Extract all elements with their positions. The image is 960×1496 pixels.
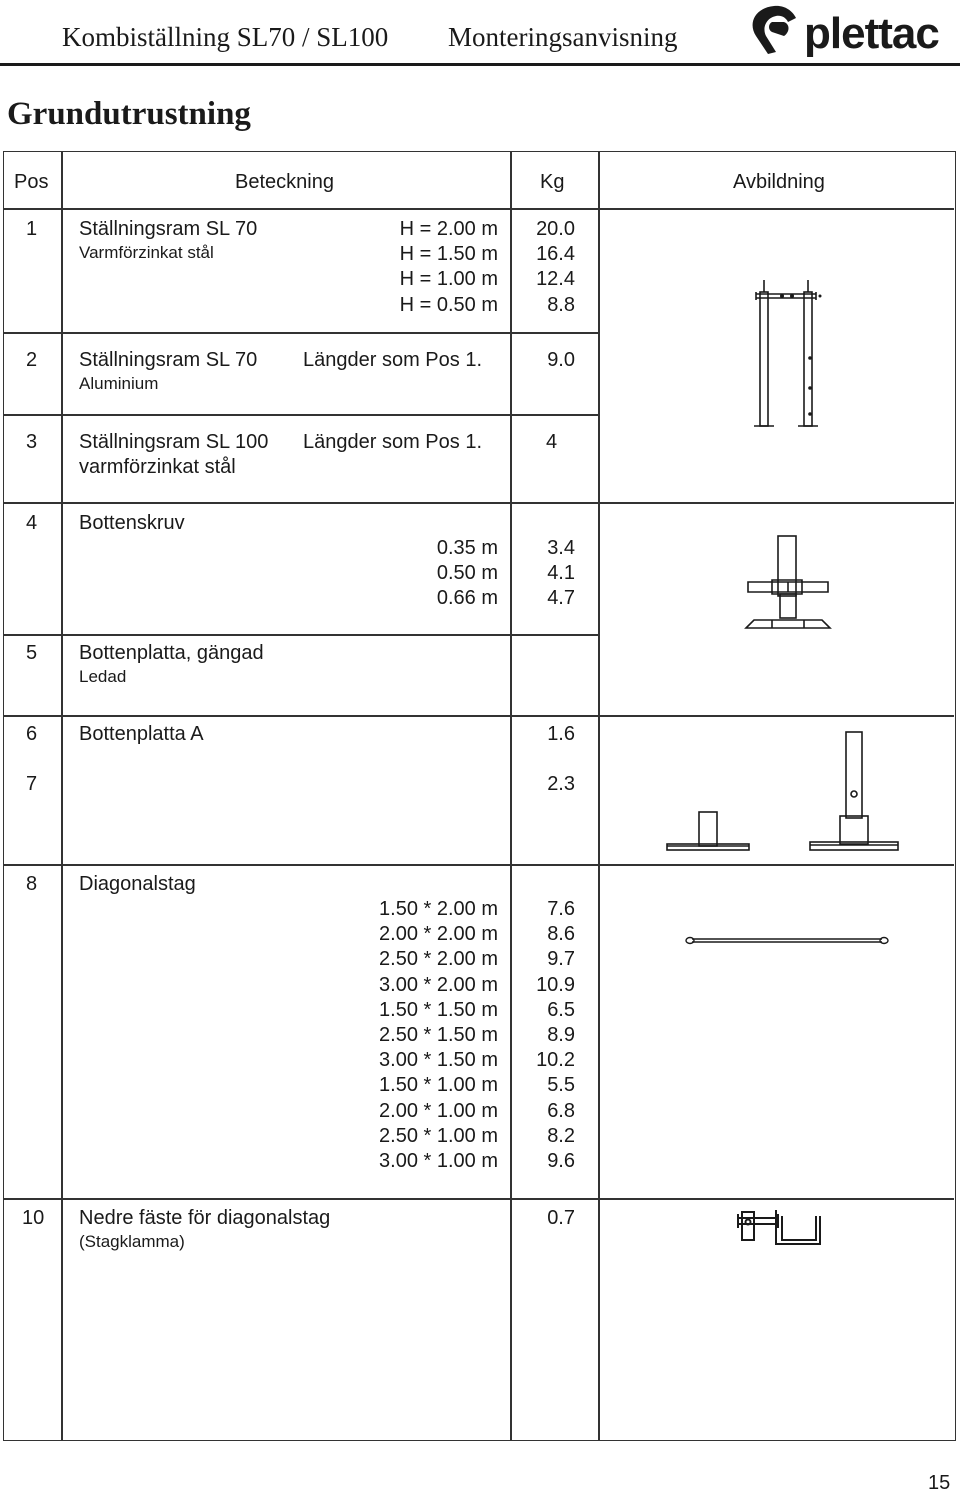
col-header-beteckning: Beteckning bbox=[235, 171, 334, 193]
row-divider-1 bbox=[4, 332, 600, 334]
row-8-kg-value: 8.6 bbox=[547, 923, 575, 946]
row-4-kg-value: 4.1 bbox=[547, 562, 575, 585]
row-4-pos: 4 bbox=[26, 512, 38, 534]
row-1-size: H = 2.00 m bbox=[399, 218, 498, 240]
row-4-name: Bottenskruv bbox=[79, 512, 185, 534]
row-divider-2 bbox=[4, 414, 600, 416]
page-heading: Grundutrustning bbox=[7, 96, 251, 132]
document-subtitle: Monteringsanvisning bbox=[448, 22, 678, 52]
row-3-note: varmförzinkat stål bbox=[79, 456, 236, 478]
row-3-kg: 4 bbox=[546, 431, 558, 453]
scaffold-frame-drawing bbox=[752, 280, 828, 430]
diagonal-brace-drawing bbox=[684, 932, 890, 948]
col-header-pos: Pos bbox=[14, 171, 49, 193]
row-8-size: 3.00 * 2.00 m bbox=[379, 973, 498, 996]
row-8-size: 1.50 * 1.00 m bbox=[379, 1074, 498, 1097]
col-header-kg: Kg bbox=[540, 171, 565, 193]
row-8-kg-value: 10.9 bbox=[536, 973, 575, 996]
row-2-note: Aluminium bbox=[79, 374, 159, 393]
row-8-size: 2.50 * 1.00 m bbox=[379, 1124, 498, 1147]
row-8-pos: 8 bbox=[26, 873, 38, 895]
base-jack-drawing bbox=[742, 534, 834, 634]
brace-clamp-drawing bbox=[736, 1206, 828, 1250]
row-8-size: 2.50 * 2.00 m bbox=[379, 948, 498, 971]
row-4-size: 0.66 m bbox=[436, 587, 498, 610]
row-4-kg bbox=[520, 536, 575, 612]
base-plate-tube-drawing bbox=[808, 728, 900, 854]
row-2-name: Ställningsram SL 70 bbox=[79, 349, 258, 371]
row-10-kg: 0.7 bbox=[547, 1207, 575, 1229]
row-8-kg-value: 9.7 bbox=[547, 948, 575, 971]
row-1-name: Ställningsram SL 70 bbox=[79, 218, 258, 240]
col-divider-pos bbox=[61, 152, 63, 1440]
row-8-kg-value: 6.5 bbox=[547, 998, 575, 1021]
row-10-name: Nedre fäste för diagonalstag bbox=[79, 1207, 331, 1229]
row-2-kg: 9.0 bbox=[547, 349, 575, 371]
document-title: Kombiställning SL70 / SL100 bbox=[62, 22, 389, 52]
row-6-kg: 1.6 bbox=[547, 723, 575, 745]
row-8-kg bbox=[510, 897, 575, 1174]
row-4-kg-value: 4.7 bbox=[547, 587, 575, 610]
row-8-kg-value: 8.2 bbox=[547, 1124, 575, 1147]
row-divider-3 bbox=[4, 502, 954, 504]
row-8-kg-value: 6.8 bbox=[547, 1099, 575, 1122]
row-3-pos: 3 bbox=[26, 431, 38, 453]
row-8-size: 3.00 * 1.50 m bbox=[379, 1049, 498, 1072]
row-8-kg-value: 5.5 bbox=[547, 1074, 575, 1097]
row-8-size: 2.50 * 1.50 m bbox=[379, 1023, 498, 1046]
row-1-kg bbox=[520, 217, 575, 318]
row-divider-8 bbox=[4, 1198, 954, 1200]
base-plate-a-small-drawing bbox=[665, 808, 753, 854]
row-8-kg-value: 7.6 bbox=[547, 898, 575, 920]
row-1-note: Varmförzinkat stål bbox=[79, 243, 214, 262]
row-4-kg-value: 3.4 bbox=[547, 537, 575, 559]
row-8-size: 2.00 * 1.00 m bbox=[379, 1099, 498, 1122]
row-1-pos: 1 bbox=[26, 218, 38, 240]
row-1-kg-value: 12.4 bbox=[536, 268, 575, 291]
col-header-avbildning: Avbildning bbox=[733, 171, 825, 193]
row-divider-5 bbox=[4, 715, 954, 717]
row-4-size: 0.35 m bbox=[436, 537, 498, 559]
page-number: 15 bbox=[928, 1472, 951, 1494]
row-8-size: 3.00 * 1.00 m bbox=[379, 1149, 498, 1172]
row-6-name: Bottenplatta A bbox=[79, 723, 204, 745]
row-8-kg-value: 9.6 bbox=[547, 1149, 575, 1172]
row-1-size: H = 0.50 m bbox=[399, 293, 498, 316]
row-8-sizes bbox=[340, 897, 498, 1174]
row-1-kg-value: 8.8 bbox=[547, 293, 575, 316]
row-3-name: Ställningsram SL 100 bbox=[79, 431, 269, 453]
row-2-pos: 2 bbox=[26, 349, 38, 371]
col-divider-beteckning bbox=[510, 152, 512, 1440]
svg-text:plettac: plettac bbox=[804, 9, 939, 58]
row-1-sizes bbox=[372, 217, 498, 318]
row-8-name: Diagonalstag bbox=[79, 873, 196, 895]
row-7-kg: 2.3 bbox=[547, 773, 575, 795]
row-10-pos: 10 bbox=[22, 1207, 45, 1229]
row-divider-4 bbox=[4, 634, 600, 636]
row-6-pos: 6 bbox=[26, 723, 38, 745]
row-10-note: (Stagklamma) bbox=[79, 1232, 185, 1251]
row-8-size: 1.50 * 1.50 m bbox=[379, 998, 498, 1021]
row-divider-7 bbox=[4, 864, 954, 866]
row-8-kg-value: 10.2 bbox=[536, 1049, 575, 1072]
row-1-size: H = 1.00 m bbox=[399, 268, 498, 291]
header-row-divider bbox=[4, 208, 954, 210]
header-rule bbox=[0, 63, 960, 66]
row-7-pos: 7 bbox=[26, 773, 38, 795]
row-8-kg-value: 8.9 bbox=[547, 1023, 575, 1046]
row-8-size: 1.50 * 2.00 m bbox=[379, 898, 498, 920]
row-3-spec: Längder som Pos 1. bbox=[303, 431, 482, 453]
row-1-size: H = 1.50 m bbox=[399, 243, 498, 266]
row-5-name: Bottenplatta, gängad bbox=[79, 642, 264, 664]
row-5-note: Ledad bbox=[79, 667, 127, 686]
row-4-sizes bbox=[400, 536, 498, 612]
plettac-logo bbox=[744, 2, 958, 58]
row-1-kg-value: 16.4 bbox=[536, 243, 575, 266]
row-2-spec: Längder som Pos 1. bbox=[303, 349, 482, 371]
row-4-size: 0.50 m bbox=[436, 562, 498, 585]
row-1-kg-value: 20.0 bbox=[536, 218, 575, 240]
row-5-pos: 5 bbox=[26, 642, 38, 664]
row-8-size: 2.00 * 2.00 m bbox=[379, 923, 498, 946]
col-divider-kg bbox=[598, 152, 600, 1440]
